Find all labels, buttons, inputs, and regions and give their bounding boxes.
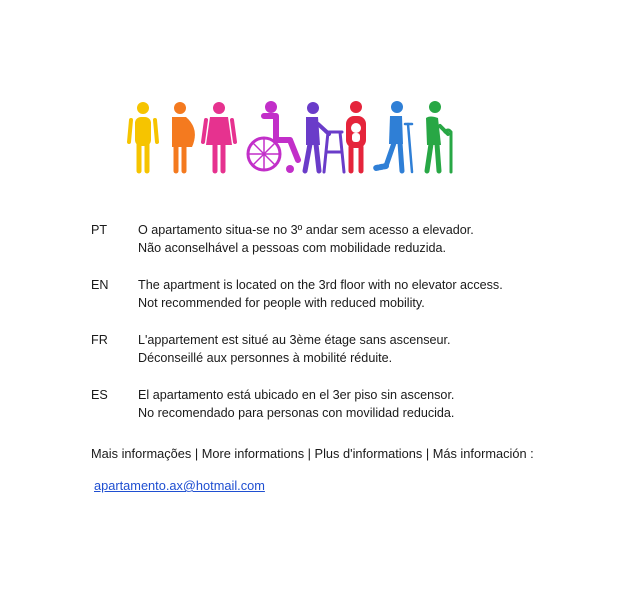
person-with-walker-icon (305, 102, 344, 172)
notice-text (138, 221, 611, 257)
notice-es (91, 386, 611, 422)
standing-person-icon (129, 102, 157, 171)
notice-line: L'appartement est situé au 3ème étage sans ascenseur. (138, 333, 451, 347)
notice-line: Déconseillé aux personnes à mobilité réduite. (138, 351, 393, 365)
accessibility-notices (91, 221, 611, 441)
wheelchair-user-icon (248, 101, 298, 173)
notice-text (138, 331, 611, 367)
notice-line: O apartamento situa-se no 3º andar sem acesso a elevador. (138, 223, 474, 237)
notice-text (138, 386, 611, 422)
person-carrying-baby-icon (346, 101, 366, 171)
notice-line: No recomendado para personas con movilidad reducida. (138, 406, 455, 420)
language-code: FR (91, 333, 108, 347)
notice-en (91, 276, 611, 312)
notice-line: Not recommended for people with reduced mobility. (138, 296, 425, 310)
notice-pt (91, 221, 611, 257)
language-code: ES (91, 388, 108, 402)
more-info-label: Mais informações | More informations | Plus d'informations | Más información : (91, 446, 534, 461)
notice-fr (91, 331, 611, 367)
pregnant-woman-icon (172, 102, 195, 171)
woman-icon (203, 102, 235, 171)
notice-text (138, 276, 611, 312)
notice-line: El apartamento está ubicado en el 3er piso sin ascensor. (138, 388, 455, 402)
elderly-person-with-cane-icon (426, 101, 451, 172)
notice-line: Não aconselhável a pessoas com mobilidade reduzida. (138, 241, 447, 255)
notice-line: The apartment is located on the 3rd floor with no elevator access. (138, 278, 503, 292)
language-code: EN (91, 278, 109, 292)
contact-email-link[interactable]: apartamento.ax@hotmail.com (94, 478, 265, 493)
language-code: PT (91, 223, 108, 237)
person-on-crutches-icon (376, 101, 412, 172)
reduced-mobility-illustration (124, 96, 454, 178)
